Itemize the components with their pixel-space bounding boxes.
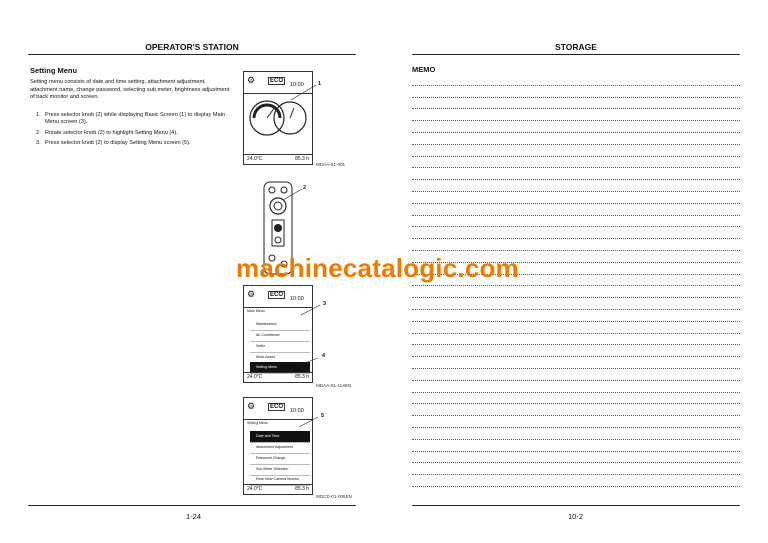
callout-3: 3 [323, 301, 327, 307]
menu-item-selected: Date and Time [250, 431, 310, 443]
figure-caption: MDAA-01-001 [316, 162, 346, 167]
menu-item: Work Assist [250, 352, 310, 364]
menu-item: Sub Meter Selection [250, 464, 310, 476]
callout-2: 2 [303, 185, 307, 191]
page-number: 1-24 [186, 512, 202, 521]
leader-line-1 [290, 82, 320, 102]
eco-badge: ECO [270, 404, 284, 410]
page-header: STORAGE [555, 42, 597, 52]
menu-item: Password Change [250, 453, 310, 465]
setting-menu-figure [243, 397, 313, 495]
callout-4: 4 [322, 353, 326, 359]
bottom-status: 24.0°C 85.3 h [244, 154, 312, 164]
leader-line-4 [296, 356, 322, 368]
menu-title: Setting Menu [247, 421, 269, 425]
eco-badge: ECO [270, 292, 284, 298]
footer-rule [412, 505, 740, 506]
step-list [36, 112, 232, 151]
bottom-status: 24.0°C 85.3 h [244, 372, 312, 382]
intro-paragraph: Setting menu consists of date and time setting, attachment adjustment, attachment name, change password, selecting sub meter, brightness adjustment of back monitor and screen. [30, 79, 230, 101]
step-item: 3. Press selector knob (2) to display Setting Menu screen (5). [36, 140, 191, 147]
page-header: OPERATOR'S STATION [145, 42, 239, 52]
menu-item: Settle [250, 341, 310, 353]
callout-5: 5 [321, 413, 325, 419]
clock: 10:00 [290, 82, 304, 88]
main-menu-figure [243, 285, 313, 383]
menu-item: Attachment Adjustment [250, 442, 310, 454]
menu-item: Maintenance [250, 319, 310, 331]
figure-caption: MDCD-01-008EN [316, 494, 352, 499]
machine-icon: ⚙ [247, 401, 256, 411]
eco-badge: ECO [270, 78, 284, 84]
leader-line-3 [300, 301, 327, 317]
step-item: 1. Press selector knob (2) while displaying Basic Screen (1) to display Main Menu screen (3). [36, 112, 226, 126]
leader-line-5 [298, 413, 325, 429]
machine-icon: ⚙ [247, 75, 256, 85]
callout-1: 1 [318, 81, 322, 87]
watermark: machinecatalogic.com [236, 253, 519, 283]
menu-title: Main Menu [247, 309, 265, 313]
menu-item-selected: Setting Menu [250, 362, 310, 374]
menu-item: Rear View Camera Monitor [250, 474, 310, 486]
bottom-status: 24.0°C 85.3 h [244, 484, 312, 494]
page-number: 10-2 [568, 512, 584, 521]
machine-icon: ⚙ [247, 289, 256, 299]
menu-item: Air Conditioner [250, 330, 310, 342]
figure-caption: MDAA-01-114EN [316, 383, 352, 388]
clock: 10:00 [290, 296, 304, 302]
step-item: 2. Rotate selector knob (2) to highlight Setting Menu (4). [36, 129, 178, 136]
memo-title: MEMO [412, 65, 436, 74]
header-rule [412, 54, 740, 55]
header-rule [28, 54, 356, 55]
clock: 10:00 [290, 408, 304, 414]
section-title: Setting Menu [30, 66, 78, 75]
gauge-cluster [248, 96, 308, 144]
footer-rule [28, 505, 356, 506]
